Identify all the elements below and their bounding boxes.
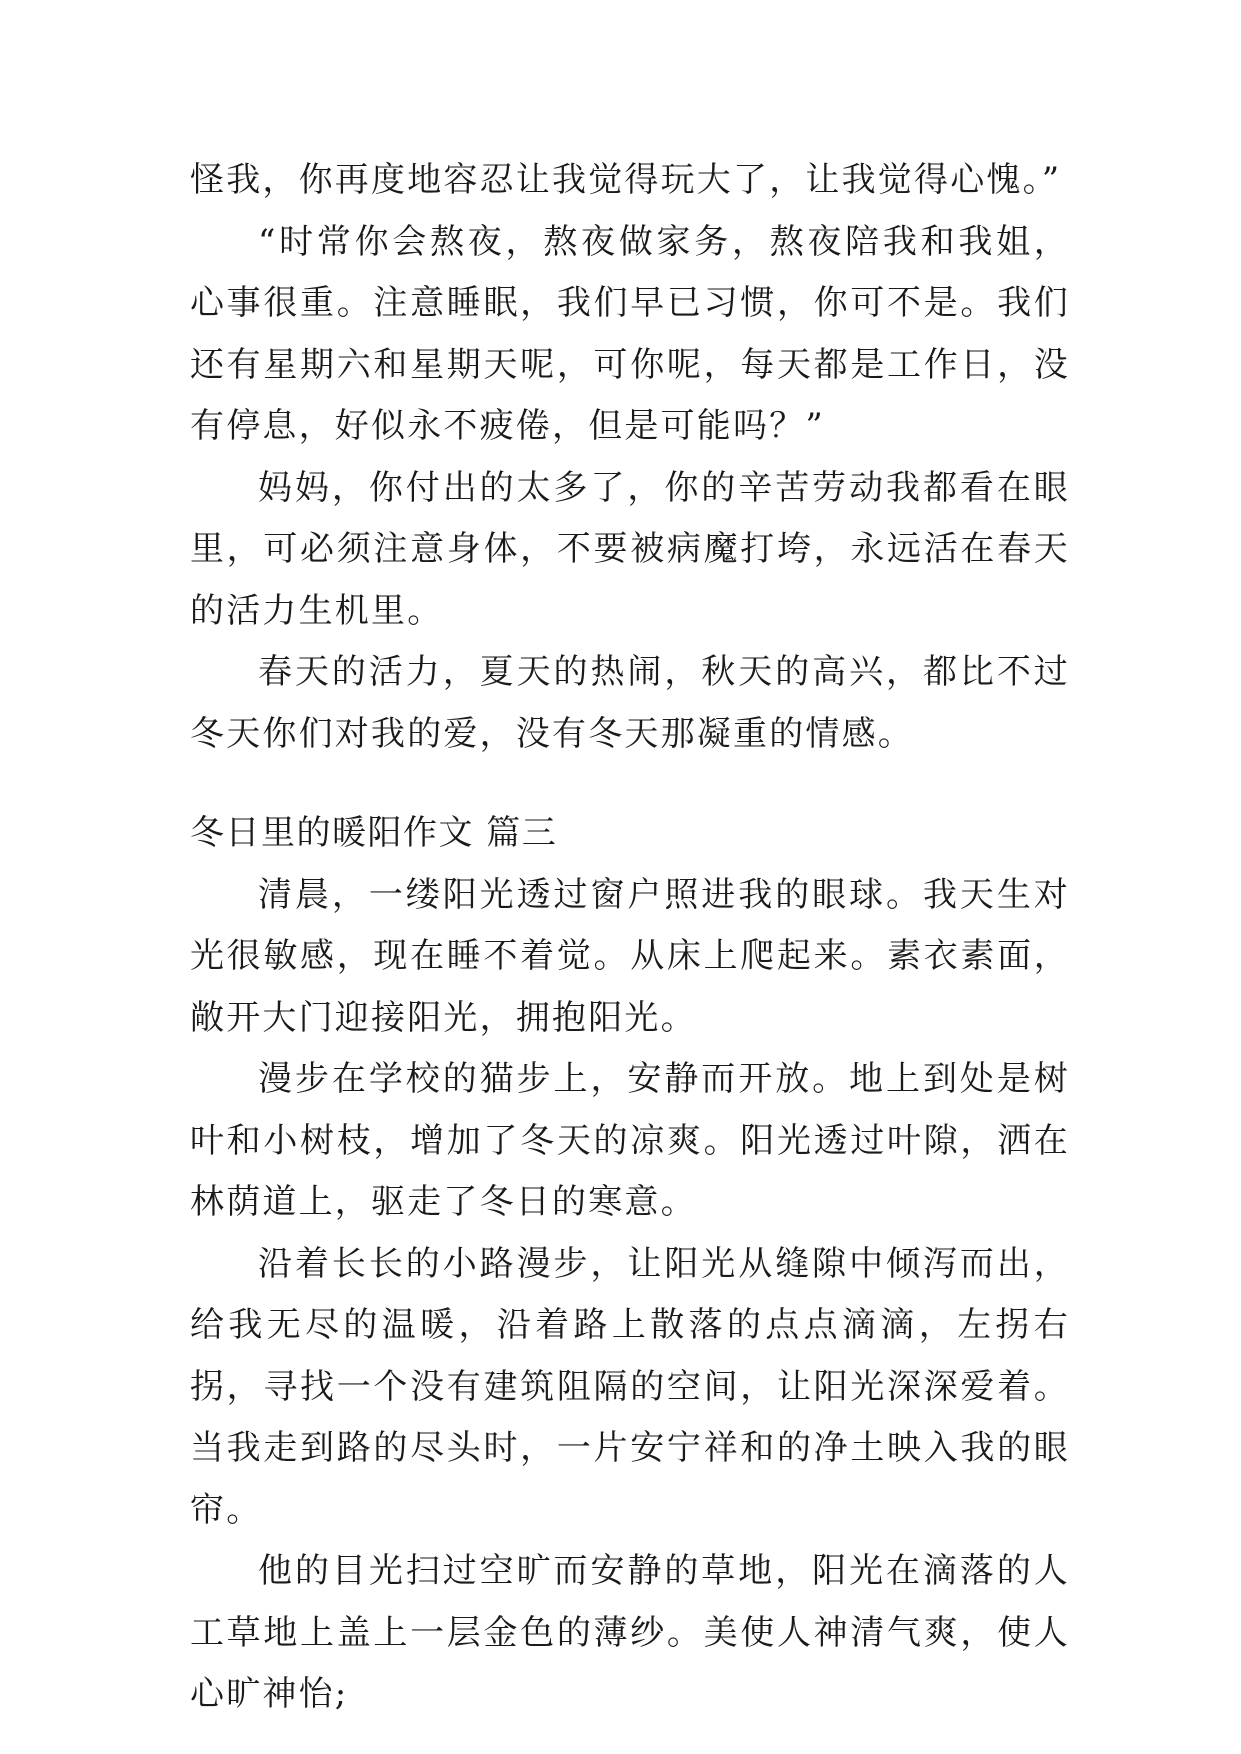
paragraph: 清晨，一缕阳光透过窗户照进我的眼球。我天生对光很敏感，现在睡不着觉。从床上爬起来。素衣素面，敞开大门迎接阳光，拥抱阳光。 <box>190 874 1070 1038</box>
document-body <box>190 150 1070 1726</box>
paragraph: 春天的活力，夏天的热闹，秋天的高兴，都比不过冬天你们对我的爱，没有冬天那凝重的情感。 <box>190 652 1070 754</box>
paragraph: 妈妈，你付出的太多了，你的辛苦劳动我都看在眼里，可必须注意身体，不要被病魔打垮，永远活在春天的活力生机里。 <box>190 467 1070 631</box>
paragraph: 沿着长长的小路漫步，让阳光从缝隙中倾泻而出，给我无尽的温暖，沿着路上散落的点点滴滴，左拐右拐，寻找一个没有建筑阻隔的空间，让阳光深深爱着。当我走到路的尽头时，一片安宁祥和的净土映入我的眼帘。 <box>190 1243 1070 1530</box>
section-heading: 冬日里的暖阳作文 篇三 <box>190 813 558 853</box>
paragraph: “时常你会熬夜，熬夜做家务，熬夜陪我和我姐，心事很重。注意睡眠，我们早已习惯，你可不是。我们还有星期六和星期天呢，可你呢，每天都是工作日，没有停息，好似永不疲倦，但是可能吗？” <box>190 221 1070 446</box>
paragraph: 漫步在学校的猫步上，安静而开放。地上到处是树叶和小树枝，增加了冬天的凉爽。阳光透过叶隙，洒在林荫道上，驱走了冬日的寒意。 <box>190 1059 1070 1222</box>
paragraph: 怪我，你再度地容忍让我觉得玩大了，让我觉得心愧。” <box>190 160 1062 200</box>
paragraph: 他的目光扫过空旷而安静的草地，阳光在滴落的人工草地上盖上一层金色的薄纱。美使人神清气爽，使人心旷神怡; <box>190 1551 1070 1714</box>
